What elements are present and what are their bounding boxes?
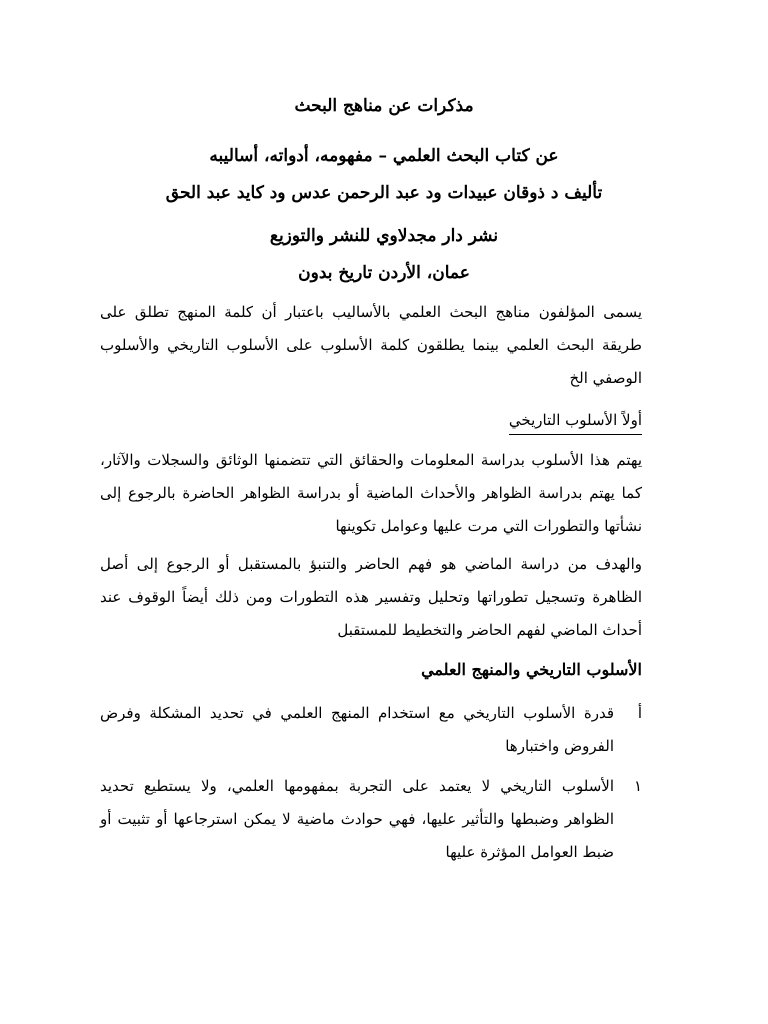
publisher-line: نشر دار مجدلاوي للنشر والتوزيع: [269, 226, 499, 246]
list-marker: أ: [637, 704, 642, 722]
list-item-text: قدرة الأسلوب التاريخي مع استخدام المنهج العلمي في تحديد المشكلة وفرض الفروض واختبارها: [100, 704, 614, 755]
list-marker: ١: [633, 777, 642, 795]
intro-paragraph: يسمى المؤلفون مناهج البحث العلمي بالأساليب باعتبار أن كلمة المنهج تطلق على طريقة البحث العلمي بينما يطلقون كلمة الأسلوب على الأسلوب التاريخي والأسلوب الوصفي الخ: [100, 303, 642, 387]
place-date-line: عمان، الأردن تاريخ بدون: [298, 263, 470, 283]
authors-line: تأليف د ذوقان عبيدات ود عبد الرحمن عدس ود كايد عبد الحق: [165, 183, 603, 203]
historical-paragraph-2: والهدف من دراسة الماضي هو فهم الحاضر والتنبؤ بالمستقبل أو الرجوع إلى أصل الظاهرة وتسجيل تطوراتها وتحليل وتفسير هذه التطورات ومن ذلك أيضاً الوقوف عند أحداث الماضي لفهم الحاضر والتخطيط للمستقبل: [100, 555, 642, 639]
book-title-line: عن كتاب البحث العلمي – مفهومه، أدواته، أساليبه: [209, 146, 559, 166]
document-title: مذكرات عن مناهج البحث: [294, 96, 474, 116]
section-heading-historical-and-scientific: الأسلوب التاريخي والمنهج العلمي: [421, 660, 642, 679]
list-item-text: الأسلوب التاريخي لا يعتمد على التجربة بمفهومها العلمي، ولا يستطيع تحديد الظواهر وضبطها والتأثير عليها، فهي حوادث ماضية لا يمكن استرجاعها أو تثبيت أو ضبط العوامل المؤثرة عليها: [100, 777, 614, 861]
historical-paragraph-1: يهتم هذا الأسلوب بدراسة المعلومات والحقائق التي تتضمنها الوثائق والسجلات والآثار، كما يهتم بدراسة الظواهر والأحداث الماضية أو بدراسة الظواهر الحاضرة بالرجوع إلى نشأتها والتطورات التي مرت عليها وعوامل تكوينها: [100, 451, 642, 535]
section-heading-historical-method: أولاً الأسلوب التاريخي: [509, 407, 642, 435]
